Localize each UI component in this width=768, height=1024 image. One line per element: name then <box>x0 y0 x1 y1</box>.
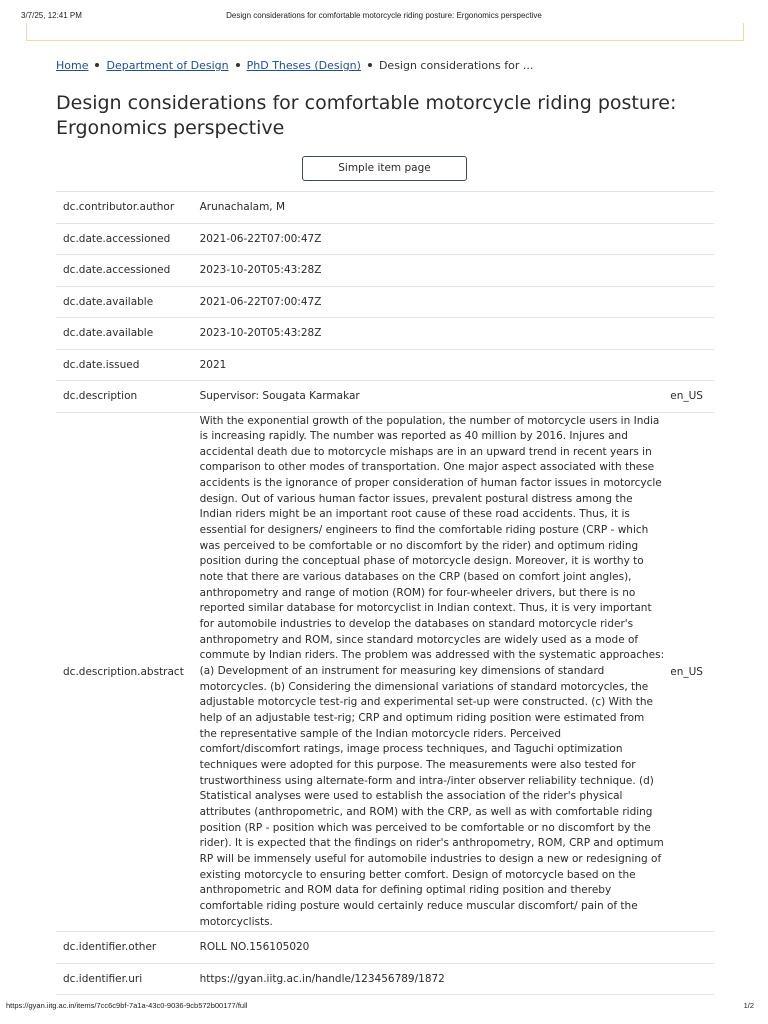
metadata-language: en_US <box>670 412 714 932</box>
metadata-value: 2023-10-20T05:43:28Z <box>200 318 671 350</box>
simple-item-page-button[interactable]: Simple item page <box>302 156 467 181</box>
print-url: https://gyan.iitg.ac.in/items/7cc6c9bf-7a1a-43c0-9036-9cb572b00177/full <box>6 1001 248 1010</box>
metadata-value: 2023-10-20T05:43:28Z <box>200 255 671 287</box>
table-row <box>56 932 714 964</box>
metadata-table <box>56 191 714 995</box>
table-row <box>56 349 714 381</box>
metadata-language <box>670 286 714 318</box>
metadata-value: Arunachalam, M <box>200 192 671 224</box>
metadata-language <box>670 318 714 350</box>
print-page-number: 1/2 <box>743 1001 754 1010</box>
print-header <box>0 11 768 23</box>
breadcrumb-separator <box>95 63 99 67</box>
metadata-value: 2021 <box>200 349 671 381</box>
breadcrumb-separator <box>236 63 240 67</box>
metadata-key: dc.contributor.author <box>56 192 200 224</box>
print-timestamp: 3/7/25, 12:41 PM <box>21 11 82 20</box>
breadcrumb-current: Design considerations for ... <box>378 59 534 72</box>
table-row <box>56 223 714 255</box>
metadata-key: dc.description.abstract <box>56 412 200 932</box>
metadata-key: dc.identifier.other <box>56 932 200 964</box>
metadata-value: https://gyan.iitg.ac.in/handle/123456789/1872 <box>200 963 671 995</box>
metadata-key: dc.identifier.uri <box>56 963 200 995</box>
metadata-language <box>670 192 714 224</box>
metadata-key: dc.date.accessioned <box>56 223 200 255</box>
metadata-value: Supervisor: Sougata Karmakar <box>200 381 671 413</box>
top-strip <box>26 23 744 41</box>
metadata-language <box>670 932 714 964</box>
metadata-key: dc.description <box>56 381 200 413</box>
breadcrumb <box>56 59 533 72</box>
table-row <box>56 318 714 350</box>
metadata-language <box>670 963 714 995</box>
table-row <box>56 255 714 287</box>
metadata-language <box>670 349 714 381</box>
table-row <box>56 192 714 224</box>
metadata-key: dc.date.available <box>56 318 200 350</box>
table-row <box>56 963 714 995</box>
table-row <box>56 412 714 932</box>
metadata-language <box>670 255 714 287</box>
metadata-key: dc.date.issued <box>56 349 200 381</box>
abstract-text: With the exponential growth of the population, the number of motorcycle users in India is increasing rapidly. The number was reported as 40 million by 2016. Injures and accidental death due to motorcycle mishaps are in an upward trend in recent years in comparison to other modes of transportation. One major aspect associated with these accidents is the ignorance of proper consideration of human factor issues in motorcycle design. Out of various human factor issues, prevalent postural distress among the Indian riders might be an important root cause of these road accidents. Thus, it is essential for designers/ engineers to find the comfortable riding posture (CRP - which was perceived to be comfortable or no discomfort by the rider) and optimum riding position during the conceptual phase of motorcycle design. Moreover, it is worthy to note that there are various databases on the CRP (based on comfort joint angles), anthropometry and range of motion (ROM) for four-wheeler drivers, but there is no reported similar database for motorcyclist in Indian context. Thus, it is very important for automobile industries to develop the databases on standard motorcycle rider's anthropometry and ROM, since standard motorcycles are widely used as a mode of commute by Indian riders. The problem was addressed with the systematic approaches: (a) Development of an instrument for measuring key dimensions of standard motorcycles. (b) Considering the dimensional variations of standard motorcycles, the adjustable motorcycle test-rig and experimental set-up were constructed. (c) With the help of an adjustable test-rig; CRP and optimum riding position were estimated from the representative sample of the Indian motorcycle riders. Perceived comfort/discomfort ratings, image process techniques, and Taguchi optimization techniques were adopted for this purpose. The measurements were also tested for trustworthiness using alternate-form and intra-/inter observer reliability technique. (d) Statistical analyses were used to establish the association of the rider's physical attributes (anthropometric, and ROM) with the CRP, as well as with comfortable riding position (RP - position which was perceived to be comfortable or no discomfort by the rider). It is expected that the findings on rider's anthropometry, ROM, CRP and optimum RP will be immensely useful for automobile industries to design a new or redesigning of existing motorcycle to ensuring better comfort. Design of motorcycle based on the anthropometric and ROM data for defining optimal riding position and thereby comfortable riding posture would certainly reduce muscular discomfort/ pain of the motorcyclists. <box>200 412 671 932</box>
metadata-value: ROLL NO.156105020 <box>200 932 671 964</box>
table-row <box>56 381 714 413</box>
page-title: Design considerations for comfortable motorcycle riding posture: Ergonomics perspective <box>56 92 677 139</box>
metadata-value: 2021-06-22T07:00:47Z <box>200 286 671 318</box>
print-title: Design considerations for comfortable motorcycle riding posture: Ergonomics perspective <box>226 11 542 20</box>
breadcrumb-separator <box>368 63 372 67</box>
breadcrumb-department-link[interactable]: Department of Design <box>106 59 229 72</box>
breadcrumb-collection-link[interactable]: PhD Theses (Design) <box>246 59 361 72</box>
breadcrumb-home-link[interactable]: Home <box>56 59 89 72</box>
metadata-language <box>670 223 714 255</box>
metadata-value: 2021-06-22T07:00:47Z <box>200 223 671 255</box>
metadata-key: dc.date.available <box>56 286 200 318</box>
metadata-language: en_US <box>670 381 714 413</box>
table-row <box>56 286 714 318</box>
metadata-key: dc.date.accessioned <box>56 255 200 287</box>
